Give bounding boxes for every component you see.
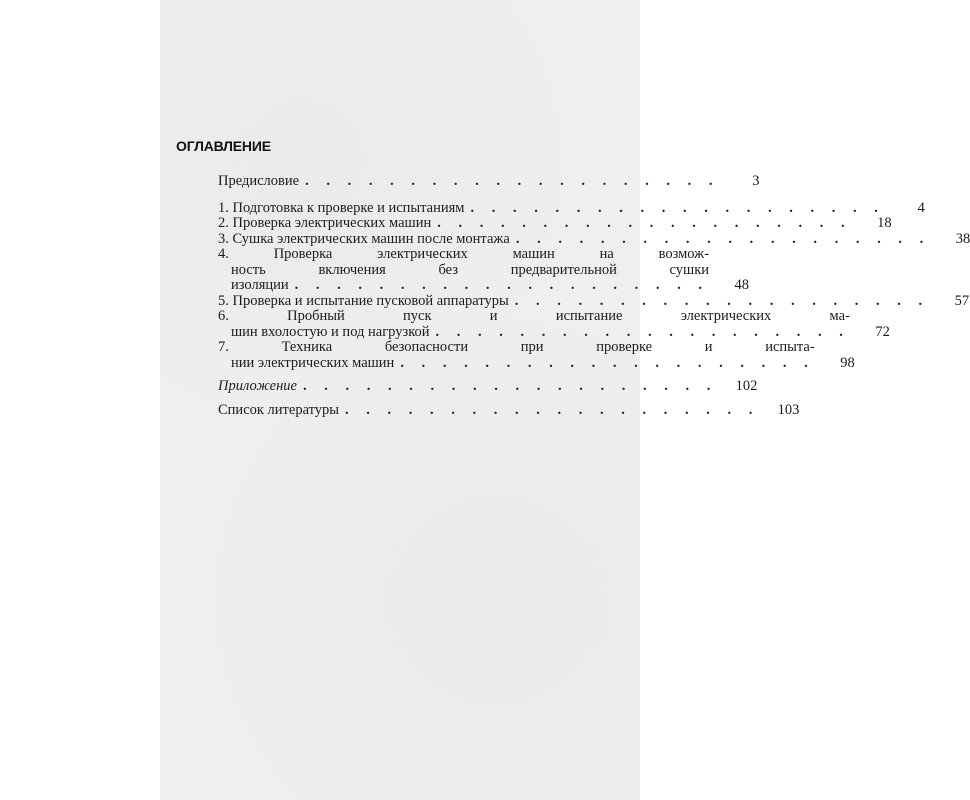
dot-leader: . . . . . . . . . . . . . . . . . . . . [400, 354, 815, 371]
toc-entry-chapter-2 [218, 215, 892, 232]
toc-entry-title-continued: нии электрических машин [231, 354, 395, 371]
toc-page-number: 102 [735, 378, 758, 394]
toc-page-number: 72 [875, 323, 890, 340]
toc-page-number: 4 [917, 199, 925, 216]
dot-leader: . . . . . . . . . . . . . . . . . . . . [294, 277, 710, 293]
dot-leader: . . . . . . . . . . . . . . . . . . . . [435, 323, 850, 340]
toc-page-number: 98 [840, 354, 855, 371]
table-of-contents [218, 173, 970, 418]
dot-leader: . . . . . . . . . . . . . . . . . . . . [515, 230, 931, 247]
toc-entry-title: Предисловие [218, 173, 300, 189]
spacer [218, 190, 622, 201]
toc-page-number: 3 [752, 173, 760, 189]
dot-leader: . . . . . . . . . . . . . . . . . . . . [345, 401, 760, 418]
dot-leader: . . . . . . . . . . . . . . . . . . . . [514, 292, 930, 309]
toc-page-number: 18 [877, 215, 892, 231]
toc-entry-title: 7. Техника безопасности при проверке и испыта- [218, 339, 815, 355]
dot-leader: . . . . . . . . . . . . . . . . . . . . [437, 215, 852, 231]
page-title: ОГЛАВЛЕНИЕ [176, 138, 271, 154]
toc-page-number: 57 [954, 292, 970, 309]
toc-entry-chapter-5 [218, 292, 970, 310]
toc-entry-title: Приложение [218, 378, 297, 394]
dot-leader: . . . . . . . . . . . . . . . . . . . . [470, 199, 885, 216]
dot-leader: . . . . . . . . . . . . . . . . . . . . [302, 378, 718, 394]
toc-entry-title-continued: шин вхолостую и под нагрузкой [231, 323, 430, 340]
toc-entry-title: 5. Проверка и испытание пусковой аппаратуры [218, 292, 509, 309]
toc-entry-title: 2. Проверка электрических машин [218, 215, 432, 231]
dot-leader: . . . . . . . . . . . . . . . . . . . . [305, 173, 720, 189]
toc-entry-bibliography [218, 401, 800, 419]
toc-entry-title: 6. Пробный пуск и испытание электрических ма- [218, 308, 850, 324]
toc-entry-chapter-3 [218, 230, 970, 248]
toc-entry-chapter-7 [218, 339, 855, 371]
toc-page-number: 48 [734, 277, 750, 293]
toc-entry-title: 1. Подготовка к проверке и испытаниям [218, 199, 465, 216]
toc-entry-title: Список литературы [218, 401, 340, 418]
toc-page-number: 38 [955, 230, 970, 247]
toc-page-number: 103 [777, 401, 800, 418]
toc-entry-chapter-6 [218, 308, 890, 340]
toc-entry-title: 3. Сушка электрических машин после монтажа [218, 230, 510, 247]
toc-entry-preface [218, 173, 760, 190]
toc-entry-title-continued: ность включения без предварительной сушки [231, 261, 710, 278]
toc-entry-title-continued: изоляции [231, 277, 289, 293]
toc-entry-chapter-4 [218, 246, 750, 294]
toc-entry-title: 4. Проверка электрических машин на возмож- [218, 246, 710, 262]
toc-entry-chapter-1 [218, 199, 925, 217]
toc-entry-appendix [218, 378, 758, 395]
